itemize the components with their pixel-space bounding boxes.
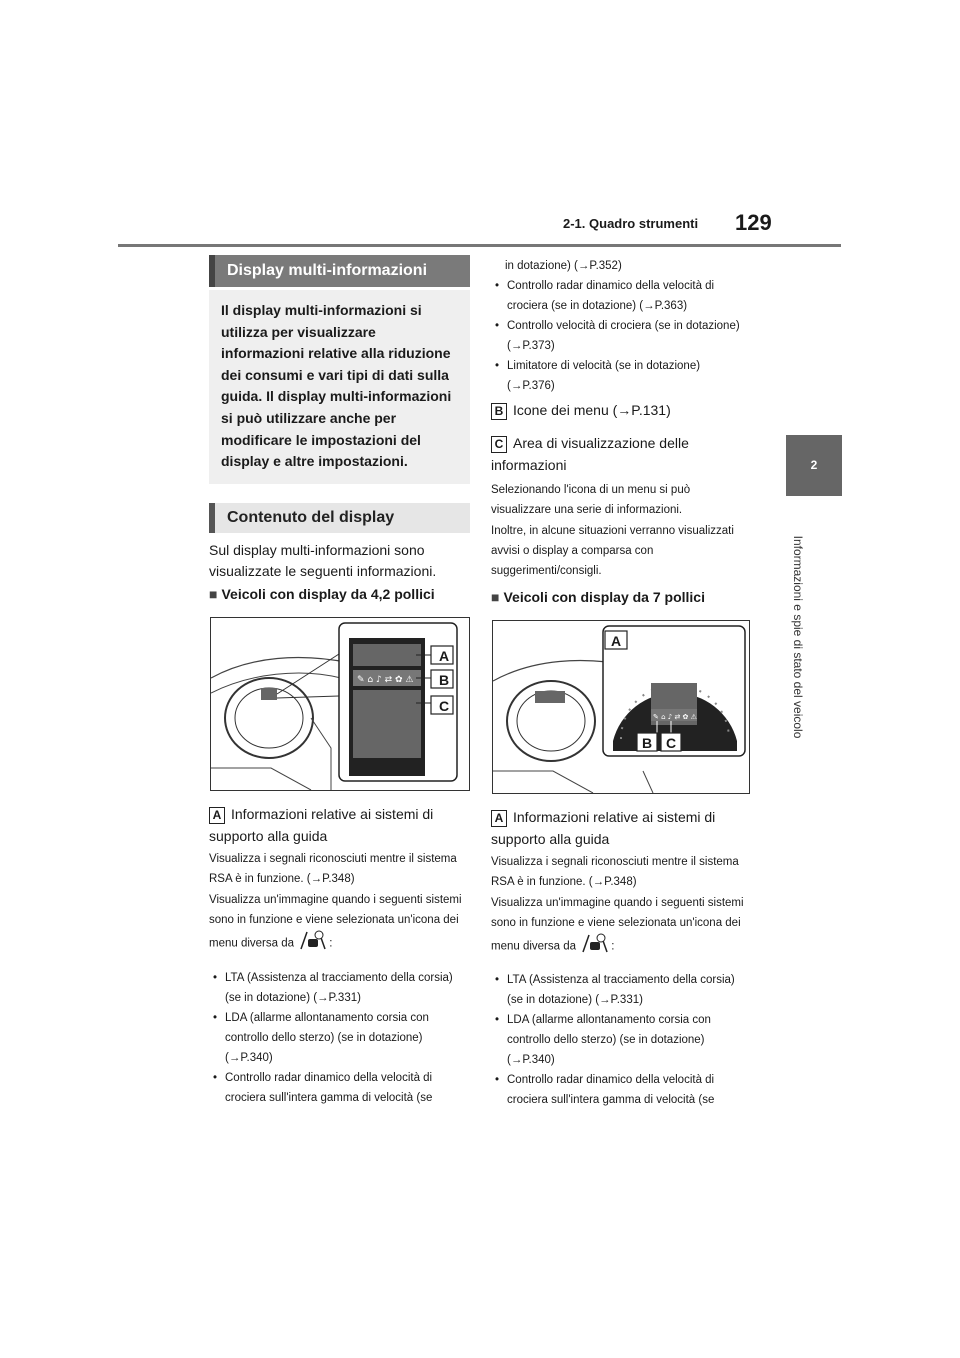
list-item: • LTA (Assistenza al tracciamento della corsia) (se in dotazione) (→P.331)	[491, 970, 749, 1010]
svg-text:✎ ⌂ ♪ ⇄ ✿ ⚠: ✎ ⌂ ♪ ⇄ ✿ ⚠	[653, 713, 697, 721]
label-a: A	[209, 807, 225, 824]
lane-car-icon	[579, 933, 611, 960]
list-item: • Controllo radar dinamico della velocità di crociera (se in dotazione) (→P.363)	[491, 276, 749, 316]
item-a-text: Informazioni relative ai sistemi di supporto alla guida	[209, 806, 434, 844]
chapter-title	[788, 502, 808, 772]
list-item: • Controllo radar dinamico della velocità di crociera sull'intera gamma di velocità (se	[209, 1068, 470, 1108]
chapter-title-text: Informazioni e spie di stato del veicolo	[791, 535, 805, 739]
desc-a1-right: Visualizza i segnali riconosciuti mentre il sistema RSA è in funzione. (→P.348)	[491, 856, 739, 888]
item-b-text: Icone dei menu (→P.131)	[513, 402, 671, 418]
figure-label-a: A	[610, 633, 622, 649]
figure-label-a: A	[438, 648, 450, 664]
header-rule	[118, 244, 841, 247]
figure-label-c: C	[665, 735, 677, 751]
desc-a2-right	[491, 893, 749, 960]
desc-c2: Inoltre, in alcune situazioni verranno visualizzati avvisi o display a comparsa con suggerimenti/consigli.	[491, 525, 734, 577]
label-a: A	[491, 810, 507, 827]
list-item: • Controllo velocità di crociera (se in dotazione) (→P.373)	[491, 316, 749, 356]
heading-contenuto: Contenuto del display	[209, 503, 470, 533]
list-item: • LDA (allarme allontanamento corsia con controllo dello sterzo) (se in dotazione) (→P.340)	[209, 1008, 470, 1068]
item-a-text: Informazioni relative ai sistemi di supporto alla guida	[491, 809, 716, 847]
item-c	[491, 432, 749, 476]
desc-a2-text: Visualizza un'immagine quando i seguenti sistemi sono in funzione e viene selezionata un'icona dei menu diversa da	[491, 897, 744, 953]
figure-label-b: B	[641, 735, 653, 751]
list-item: • Controllo radar dinamico della velocità di crociera sull'intera gamma di velocità (se	[491, 1070, 749, 1110]
subheading-42: ■ Veicoli con display da 4,2 pollici	[209, 586, 470, 602]
page-number: 129	[735, 210, 772, 235]
colon: :	[329, 937, 333, 950]
bullet-list-left	[209, 968, 470, 1108]
item-a-left	[209, 803, 470, 847]
intro-paragraph: Sul display multi-informazioni sono visualizzate le seguenti informazioni.	[209, 542, 437, 579]
bullet-list-right-top	[491, 276, 749, 396]
figure-42-inch	[210, 617, 470, 791]
colon: :	[611, 940, 615, 953]
subheading-7: ■ Veicoli con display da 7 pollici	[491, 589, 749, 605]
heading-display-multi: Display multi-informazioni	[209, 255, 470, 287]
chapter-tab: 2	[786, 435, 842, 496]
figure-label-c: C	[438, 698, 450, 714]
desc-a2-left	[209, 890, 470, 957]
label-b: B	[491, 403, 507, 420]
desc-a1-left: Visualizza i segnali riconosciuti mentre il sistema RSA è in funzione. (→P.348)	[209, 853, 457, 885]
intro-box: Il display multi-informazioni si utilizza per visualizzare informazioni relative alla riduzione dei consumi e vari tipi di dati sulla guida. Il display multi-informazioni si può utilizzare anche per modificare le impostazioni del display e altre impostazioni.	[209, 290, 470, 484]
label-c: C	[491, 436, 507, 453]
figure-label-b: B	[438, 672, 450, 688]
lane-car-icon	[297, 930, 329, 957]
item-b	[491, 399, 749, 421]
figure-7-inch	[492, 620, 750, 794]
section-title: 2-1. Quadro strumenti	[563, 216, 699, 231]
svg-text:✎ ⌂ ♪ ⇄ ✿ ⚠: ✎ ⌂ ♪ ⇄ ✿ ⚠	[357, 675, 414, 685]
desc-c1: Selezionando l'icona di un menu si può visualizzare una serie di informazioni.	[491, 484, 691, 516]
item-c-text: Area di visualizzazione delle informazioni	[491, 435, 689, 473]
list-item: • Limitatore di velocità (se in dotazione) (→P.376)	[491, 356, 749, 396]
list-item: • LTA (Assistenza al tracciamento della corsia) (se in dotazione) (→P.331)	[209, 968, 470, 1008]
item-a-right	[491, 806, 749, 850]
dashboard-illustration	[211, 618, 469, 790]
list-item: • LDA (allarme allontanamento corsia con controllo dello sterzo) (se in dotazione) (→P.340)	[491, 1010, 749, 1070]
bullet-list-right	[491, 970, 749, 1110]
desc-a2-text: Visualizza un'immagine quando i seguenti sistemi sono in funzione e viene selezionata un'icona dei menu diversa da	[209, 894, 462, 950]
cont-text: in dotazione) (→P.352)	[505, 260, 622, 272]
